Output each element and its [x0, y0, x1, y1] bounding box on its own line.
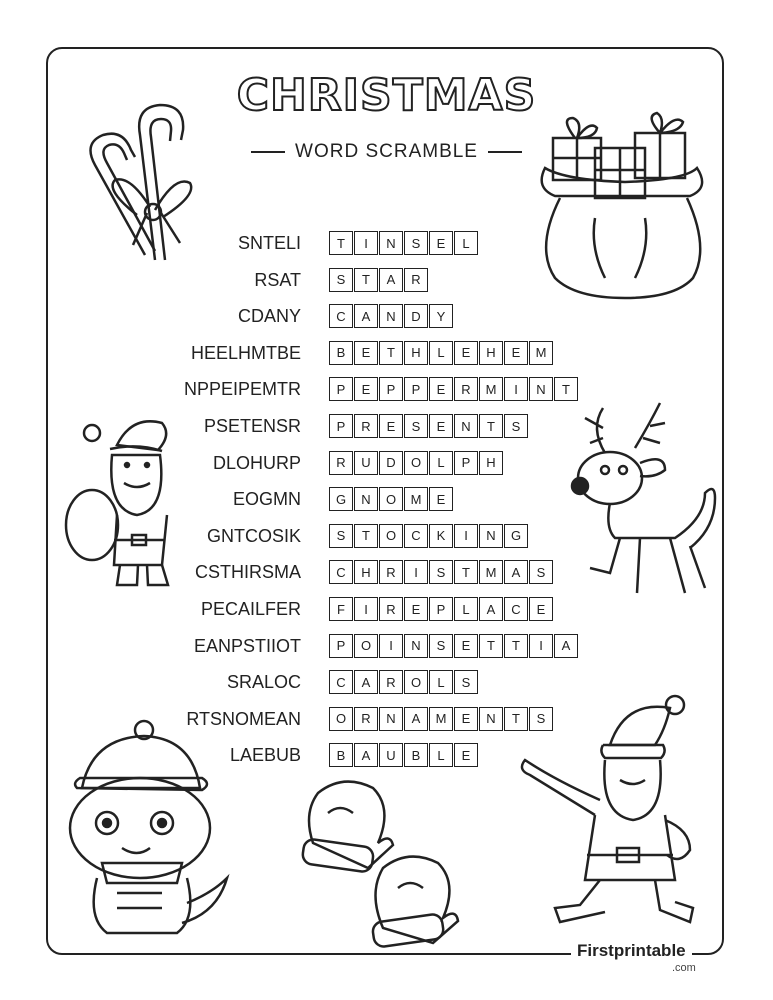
letter-box[interactable]: I — [454, 524, 478, 548]
letter-box[interactable]: P — [329, 634, 353, 658]
letter-box[interactable]: A — [479, 597, 503, 621]
letter-box[interactable]: C — [329, 670, 353, 694]
letter-box[interactable]: T — [354, 524, 378, 548]
letter-box[interactable]: L — [429, 743, 453, 767]
letter-box[interactable]: K — [429, 524, 453, 548]
letter-box[interactable]: A — [404, 707, 428, 731]
scrambled-word: LAEBUB — [229, 745, 301, 766]
letter-box[interactable]: S — [429, 560, 453, 584]
letter-box[interactable]: N — [379, 231, 403, 255]
letter-box[interactable]: O — [404, 670, 428, 694]
letter-box[interactable]: C — [404, 524, 428, 548]
brand-domain: .com — [672, 962, 696, 974]
letter-box[interactable]: M — [404, 487, 428, 511]
letter-box[interactable]: E — [504, 341, 528, 365]
letter-box[interactable]: E — [429, 414, 453, 438]
answer-boxes — [329, 231, 479, 255]
scrambled-word: SRALOC — [226, 672, 301, 693]
letter-box[interactable]: N — [379, 304, 403, 328]
letter-box[interactable]: B — [329, 341, 353, 365]
letter-box[interactable]: C — [329, 560, 353, 584]
letter-box[interactable]: D — [404, 304, 428, 328]
answer-boxes — [329, 707, 554, 731]
letter-box[interactable]: E — [529, 597, 553, 621]
letter-box[interactable]: P — [404, 377, 428, 401]
letter-box[interactable]: T — [454, 560, 478, 584]
letter-box[interactable]: S — [529, 707, 553, 731]
letter-box[interactable]: L — [429, 670, 453, 694]
scramble-row — [0, 743, 773, 769]
letter-box[interactable]: I — [529, 634, 553, 658]
letter-box[interactable]: O — [404, 451, 428, 475]
subtitle-line-left — [251, 151, 285, 153]
answer-boxes — [329, 743, 479, 767]
letter-box[interactable]: T — [379, 341, 403, 365]
scramble-row — [0, 524, 773, 550]
letter-box[interactable]: L — [454, 231, 478, 255]
letter-box[interactable]: C — [504, 597, 528, 621]
letter-box[interactable]: H — [354, 560, 378, 584]
answer-boxes — [329, 268, 429, 292]
letter-box[interactable]: T — [479, 414, 503, 438]
letter-box[interactable]: I — [379, 634, 403, 658]
page-title: CHRISTMAS — [236, 70, 537, 121]
scrambled-word: EANPSTIIOT — [193, 635, 301, 656]
letter-box[interactable]: L — [429, 451, 453, 475]
scrambled-word: GNTCOSIK — [206, 525, 301, 546]
scrambled-word: RSAT — [254, 269, 301, 290]
scrambled-word: CDANY — [237, 306, 301, 327]
letter-box[interactable]: A — [504, 560, 528, 584]
letter-box[interactable]: M — [529, 341, 553, 365]
letter-box[interactable]: H — [404, 341, 428, 365]
letter-box[interactable]: E — [354, 377, 378, 401]
letter-box[interactable]: L — [429, 341, 453, 365]
letter-box[interactable]: T — [504, 634, 528, 658]
letter-box[interactable]: L — [454, 597, 478, 621]
scramble-row — [0, 304, 773, 330]
letter-box[interactable]: P — [329, 414, 353, 438]
letter-box[interactable]: N — [454, 414, 478, 438]
letter-box[interactable]: O — [329, 707, 353, 731]
letter-box[interactable]: E — [354, 341, 378, 365]
letter-box[interactable]: S — [454, 670, 478, 694]
answer-boxes — [329, 597, 554, 621]
scramble-row — [0, 341, 773, 367]
letter-box[interactable]: A — [554, 634, 578, 658]
scramble-row — [0, 560, 773, 586]
letter-box[interactable]: G — [329, 487, 353, 511]
letter-box[interactable]: T — [504, 707, 528, 731]
scramble-row — [0, 634, 773, 660]
answer-boxes — [329, 634, 579, 658]
letter-box[interactable]: P — [379, 377, 403, 401]
letter-box[interactable]: T — [329, 231, 353, 255]
letter-box[interactable]: A — [354, 670, 378, 694]
scramble-row — [0, 670, 773, 696]
letter-box[interactable]: N — [404, 634, 428, 658]
letter-box[interactable]: N — [479, 707, 503, 731]
letter-box[interactable]: I — [404, 560, 428, 584]
scrambled-word: PSETENSR — [203, 416, 301, 436]
scrambled-word: NPPEIPEMTR — [183, 379, 301, 400]
letter-box[interactable]: E — [454, 634, 478, 658]
letter-box[interactable]: G — [504, 524, 528, 548]
letter-box[interactable]: A — [354, 304, 378, 328]
letter-box[interactable]: S — [429, 634, 453, 658]
mittens-icon — [298, 773, 468, 948]
letter-box[interactable]: E — [454, 707, 478, 731]
scrambled-word: CSTHIRSMA — [194, 562, 301, 583]
scrambled-word: HEELHMTBE — [190, 342, 301, 363]
letter-box[interactable]: S — [529, 560, 553, 584]
letter-box[interactable]: A — [379, 268, 403, 292]
letter-box[interactable]: F — [329, 597, 353, 621]
letter-box[interactable]: E — [429, 487, 453, 511]
answer-boxes — [329, 670, 479, 694]
letter-box[interactable]: O — [379, 487, 403, 511]
letter-box[interactable]: Y — [429, 304, 453, 328]
letter-box[interactable]: R — [379, 597, 403, 621]
letter-box[interactable]: S — [329, 268, 353, 292]
scrambled-word: EOGMN — [232, 489, 301, 510]
scrambled-word: SNTELI — [237, 233, 301, 253]
letter-box[interactable]: E — [454, 743, 478, 767]
letter-box[interactable]: R — [379, 560, 403, 584]
letter-box[interactable]: O — [354, 634, 378, 658]
letter-box[interactable]: A — [354, 743, 378, 767]
letter-box[interactable]: P — [454, 451, 478, 475]
letter-box[interactable]: N — [379, 707, 403, 731]
letter-box[interactable]: H — [479, 451, 503, 475]
scramble-row — [0, 451, 773, 477]
letter-box[interactable]: B — [404, 743, 428, 767]
letter-box[interactable]: N — [529, 377, 553, 401]
letter-box[interactable]: R — [404, 268, 428, 292]
letter-box[interactable]: E — [429, 231, 453, 255]
scramble-row — [0, 414, 773, 440]
letter-box[interactable]: R — [354, 414, 378, 438]
letter-box[interactable]: U — [354, 451, 378, 475]
letter-box[interactable]: E — [429, 377, 453, 401]
answer-boxes — [329, 487, 454, 511]
letter-box[interactable]: M — [479, 377, 503, 401]
scramble-row — [0, 377, 773, 403]
letter-box[interactable]: R — [454, 377, 478, 401]
scramble-row — [0, 707, 773, 733]
letter-box[interactable]: N — [479, 524, 503, 548]
letter-box[interactable]: R — [379, 670, 403, 694]
letter-box[interactable]: C — [329, 304, 353, 328]
letter-box[interactable]: E — [379, 414, 403, 438]
answer-boxes — [329, 341, 554, 365]
answer-boxes — [329, 414, 529, 438]
scramble-row — [0, 487, 773, 513]
letter-box[interactable]: S — [504, 414, 528, 438]
answer-boxes — [329, 304, 454, 328]
letter-box[interactable]: I — [504, 377, 528, 401]
letter-box[interactable]: R — [354, 707, 378, 731]
letter-box[interactable]: S — [404, 231, 428, 255]
letter-box[interactable]: T — [354, 268, 378, 292]
letter-box[interactable]: S — [404, 414, 428, 438]
letter-box[interactable]: M — [429, 707, 453, 731]
scramble-row — [0, 231, 773, 257]
letter-box[interactable]: B — [329, 743, 353, 767]
letter-box[interactable]: S — [329, 524, 353, 548]
scramble-row — [0, 597, 773, 623]
letter-box[interactable]: T — [554, 377, 578, 401]
letter-box[interactable]: T — [479, 634, 503, 658]
letter-box[interactable]: D — [379, 451, 403, 475]
letter-box[interactable]: I — [354, 597, 378, 621]
letter-box[interactable]: R — [329, 451, 353, 475]
answer-boxes — [329, 524, 529, 548]
brand-logo: Firstprintable — [571, 941, 692, 961]
answer-boxes — [329, 377, 579, 401]
letter-box[interactable]: P — [329, 377, 353, 401]
letter-box[interactable]: P — [429, 597, 453, 621]
letter-box[interactable]: U — [379, 743, 403, 767]
scrambled-word: PECAILFER — [200, 599, 301, 619]
letter-box[interactable]: E — [454, 341, 478, 365]
answer-boxes — [329, 560, 554, 584]
letter-box[interactable]: E — [404, 597, 428, 621]
letter-box[interactable]: I — [354, 231, 378, 255]
letter-box[interactable]: O — [379, 524, 403, 548]
letter-box[interactable]: H — [479, 341, 503, 365]
answer-boxes — [329, 451, 504, 475]
letter-box[interactable]: M — [479, 560, 503, 584]
scrambled-word: RTSNOMEAN — [186, 708, 301, 729]
scramble-row — [0, 268, 773, 294]
subtitle-line-right — [488, 151, 522, 153]
page-subtitle: WORD SCRAMBLE — [295, 141, 478, 162]
scrambled-word: DLOHURP — [212, 452, 301, 473]
letter-box[interactable]: N — [354, 487, 378, 511]
